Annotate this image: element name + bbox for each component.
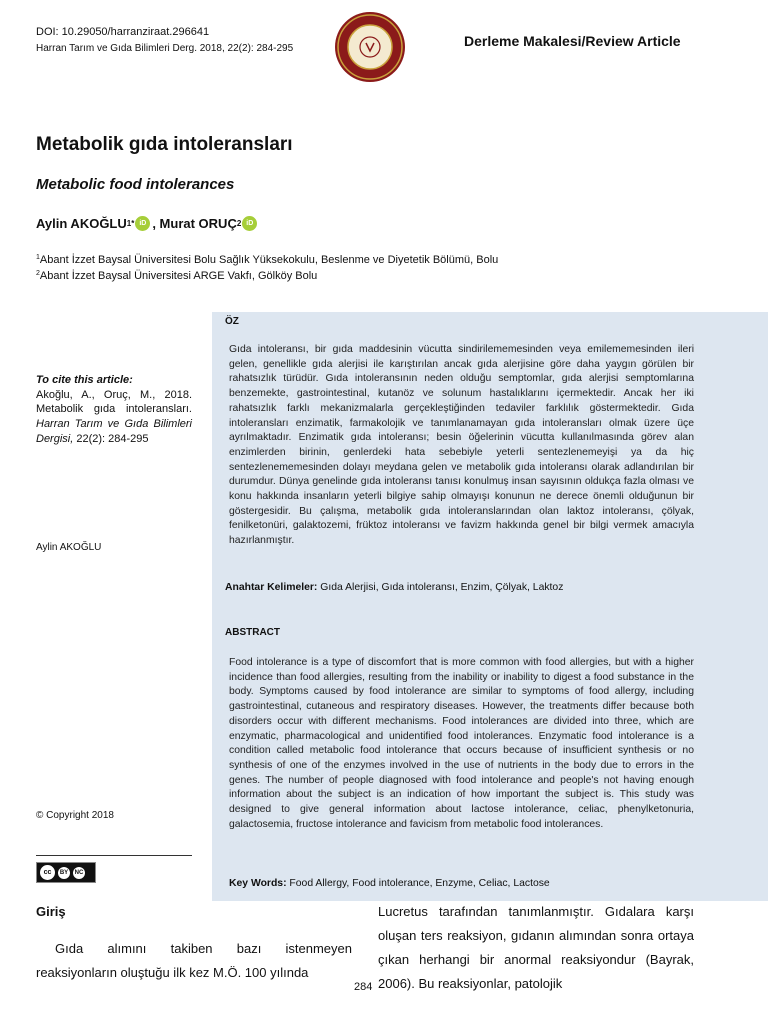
affiliation-text: Abant İzzet Baysal Üniversitesi Bolu Sağlık Yüksekokulu, Beslenme ve Diyetetik Bölümü, Bolu (39, 254, 499, 266)
section-heading: Giriş (36, 904, 66, 919)
creative-commons-by-nc-icon[interactable] (36, 862, 96, 883)
author-superscript: 1* (126, 219, 135, 228)
body-column-right: Lucretus tarafından tanımlanmıştır. Gıdalara karşı oluşan ters reaksiyon, gıdanın alımından sonra ortaya çıkan herhangi bir anormal reaksiyondur (Bayrak, 2006). Bu reaksiyonlar, patolojik (378, 904, 694, 991)
affiliation-2 (36, 270, 317, 282)
affiliation-number: 1 (36, 254, 40, 261)
keywords-text: Food Allergy, Food intolerance, Enzyme, Celiac, Lactose (286, 878, 550, 889)
citation-block (36, 373, 192, 447)
keywords-label: Key Words: (229, 878, 287, 889)
author-name: , Murat ORUÇ (152, 216, 237, 231)
affiliation-text: Abant İzzet Baysal Üniversitesi ARGE Vakfı, Gölköy Bolu (39, 270, 318, 282)
orcid-icon[interactable]: iD (135, 216, 150, 231)
page-title: Metabolik gıda intoleransları (36, 134, 293, 155)
corresponding-author: Aylin AKOĞLU (36, 542, 102, 553)
author-superscript: 2 (236, 219, 242, 228)
copyright-notice: © Copyright 2018 (36, 810, 114, 821)
citation-authors: Akoğlu, A., Oruç, M., 2018. Metabolik gıda intoleransları. (36, 388, 192, 416)
orcid-icon[interactable]: iD (242, 216, 257, 231)
page-subtitle: Metabolic food intolerances (36, 176, 235, 193)
by-icon: BY (58, 867, 70, 879)
abstract-tr-text: Gıda intoleransı, bir gıda maddesinin vücutta sindirilememesinden veya emilememesinden ileri gelen, genellikle gıda alerjisi ile karıştırılan ancak gıda alerjisine göre daha yaygın görülen bir rahatsızlık türüdür. Gıda intoleransının neden olduğu semptomlar, gıda alerjisi semptomlarına benzemekte, gastrointestinal, kutanöz ve solunum hastalıklarını içermektedir. Ancak her iki rahatsızlık farklı mekanizmalarla gerçekleştiğinden tedaviler farklılık göstermektedir. Gıda intoleransları enzimatik, farmakolojik ve tanımlanamayan gıda intoleransları olmak üzere üçe ayrılmaktadır. Enzimatik gıda intoleransı; besin öğelerinin vücutta kullanılmasında görev alan enzimlerden birinin, genlerdeki hata sebebiyle yeterli sentezlenemeyişi ya da hiç sentezlenememesinden dolayı meydana gelen ve metabolik gıda intoleransı olarak adlandırılan bir durumdur. Dünya genelinde gıda intoleransı tanısı konulmuş insan sayısının oldukça fazla olması ve konu hakkında insanların yeterli bilgiye sahip olmayışı konunun ne derece önemli olduğunun bir göstergesidir. Bu çalışma, metabolik gıda intoleranslarından olan laktoz intoleransı, çölyak, fenilketonüri, galaktozemi, früktoz intoleransı ve favizm hakkında genel bir bilgi vermek amacıyla hazırlanmıştır. (229, 344, 694, 547)
keywords-text: Gıda Alerjisi, Gıda intoleransı, Enzim, Çölyak, Laktoz (317, 582, 564, 593)
university-seal-icon (333, 10, 407, 84)
citation-journal: Harran Tarım ve Gıda Bilimleri Dergisi, (36, 418, 192, 445)
citation-text (36, 388, 192, 447)
affiliation-number: 2 (36, 270, 40, 277)
abstract-en-text: Food intolerance is a type of discomfort that is more common with food allergies, but with a higher incidence than food allergies, resulting from the inability or inability to digest a food substance in the body. Symptoms caused by food intolerance are similar to symptoms of food allergy, including gastrointestinal, cutaneous and respiratory diseases. However, the treatments differ because both disorders occur with different mechanisms. Food intolerances are divided into three, which are enzymatic, pharmacological and unidentified food intolerances. Enzymatic food intolerance is a condition called metabolic food intolerance that occurs because of insufficient synthesis or no synthesis of one of the enzymes involved in the use of nutrients in the body due to errors in the genes. The number of people diagnosed with food intolerance and people's not having enough information about the subject is an indication of how important the subject is. This study was designed to give general information about lactose intolerance, celiac, phenylketonuria, galactosemia, fructose intolerance and favicism from metabolic food intolerances. (229, 657, 694, 830)
divider (36, 855, 192, 856)
keywords-en (229, 878, 550, 889)
keywords-label: Anahtar Kelimeler: (225, 582, 318, 593)
citation-pages: 22(2): 284-295 (73, 432, 149, 445)
keywords-tr (225, 582, 563, 593)
affiliation-1 (36, 254, 498, 266)
author-name: Aylin AKOĞLU (36, 216, 127, 231)
journal-citation: Harran Tarım ve Gıda Bilimleri Derg. 2018, 22(2): 284-295 (36, 43, 294, 54)
citation-label: To cite this article: (36, 374, 133, 386)
abstract-tr-heading: ÖZ (225, 316, 239, 327)
cc-icon: cc (40, 865, 55, 880)
nc-icon: NC (73, 867, 85, 879)
body-column-left: Gıda alımını takiben bazı istenmeyen reaksiyonların oluştuğu ilk kez M.Ö. 100 yılında (36, 941, 352, 980)
doi-text: DOI: 10.29050/harranziraat.296641 (36, 26, 210, 38)
author-list (36, 216, 259, 231)
abstract-en-heading: ABSTRACT (225, 627, 280, 638)
article-type-label: Derleme Makalesi/Review Article (464, 33, 681, 49)
page-number: 284 (354, 981, 373, 993)
